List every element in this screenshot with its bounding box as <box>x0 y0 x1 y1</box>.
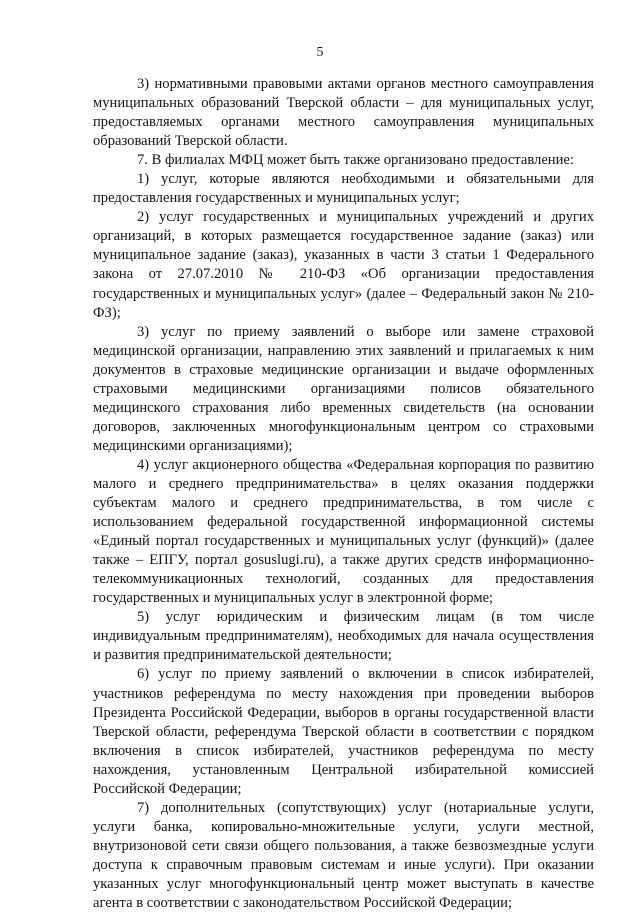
paragraph-item-2-institution-services: 2) услуг государственных и муниципальных учреждений и других организаций, в которых размещается государственное задание (заказ) или муниципальное задание (заказ), указанных в части 3 статьи 1 Федерального закона от 27.07.2010 № 210-ФЗ «Об организации предоставления государственных и муниципальных услуг» (далее – Федеральный закон № 210-ФЗ); <box>93 209 594 321</box>
paragraph-item-6-voter-list: 6) услуг по приему заявлений о включении в список избирателей, участников референдума по месту нахождения при проведении выборов Президента Российской Федерации, выборов в органы государственной власти Тверской области, референдума Тверской области в соответствии с порядком включения в список избирателей, участников референдума по месту нахождения, установленным Центральной избирательной комиссией Российской Федерации; <box>93 666 594 797</box>
paragraph-item-3-municipal-acts: 3) нормативными правовыми актами органов местного самоуправления муниципальных образований Тверской области – для муниципальных услуг, предоставляемых органами местного самоуправления муниципальных образований Тверской области. <box>93 76 594 150</box>
paragraph-section-7-heading: 7. В филиалах МФЦ может быть также организовано предоставление: <box>137 152 574 169</box>
paragraph-item-1-required-services: 1) услуг, которые являются необходимыми и обязательными для предоставления государственных и муниципальных услуг; <box>93 171 594 207</box>
paragraph-item-7-additional-services: 7) дополнительных (сопутствующих) услуг (нотариальные услуги, услуги банка, копировально-множительные услуги, услуги местной, внутризоновой сети связи общего пользования, а также безвозмездные услуги доступа к справочным правовым системам и иные услуги). При оказании указанных услуг многофункциональный центр может выступать в качестве агента в соответствии с законодательством Российской Федерации; <box>93 799 594 912</box>
paragraph-item-4-sme-corporation: 4) услуг акционерного общества «Федеральная корпорация по развитию малого и среднего предпринимательства» в целях оказания поддержки субъектам малого и среднего предпринимательства, в том числе с использованием федеральной государственной информационной системы «Единый портал государственных и муниципальных услуг (функций)» (далее также – ЕПГУ, портал gosuslugi.ru), а также других средств информационно-телекоммуникационных технологий, созданных для предоставления государственных и муниципальных услуг в электронной форме; <box>93 456 594 607</box>
document-body <box>93 75 594 913</box>
paragraph-item-5-business-services: 5) услуг юридическим и физическим лицам (в том числе индивидуальным предпринимателям), необходимых для начала осуществления и развития предпринимательской деятельности; <box>93 609 594 664</box>
page-number: 5 <box>316 45 324 60</box>
paragraph-item-3-medical-insurance: 3) услуг по приему заявлений о выборе или замене страховой медицинской организации, направлению этих заявлений и прилагаемых к ним документов в страховые медицинские организации и выдаче оформленных страховыми медицинскими организациями полисов обязательного медицинского страхования либо временных свидетельств (на основании договоров, заключенных многофункциональным центром со страховыми медицинскими организациями); <box>93 323 594 454</box>
